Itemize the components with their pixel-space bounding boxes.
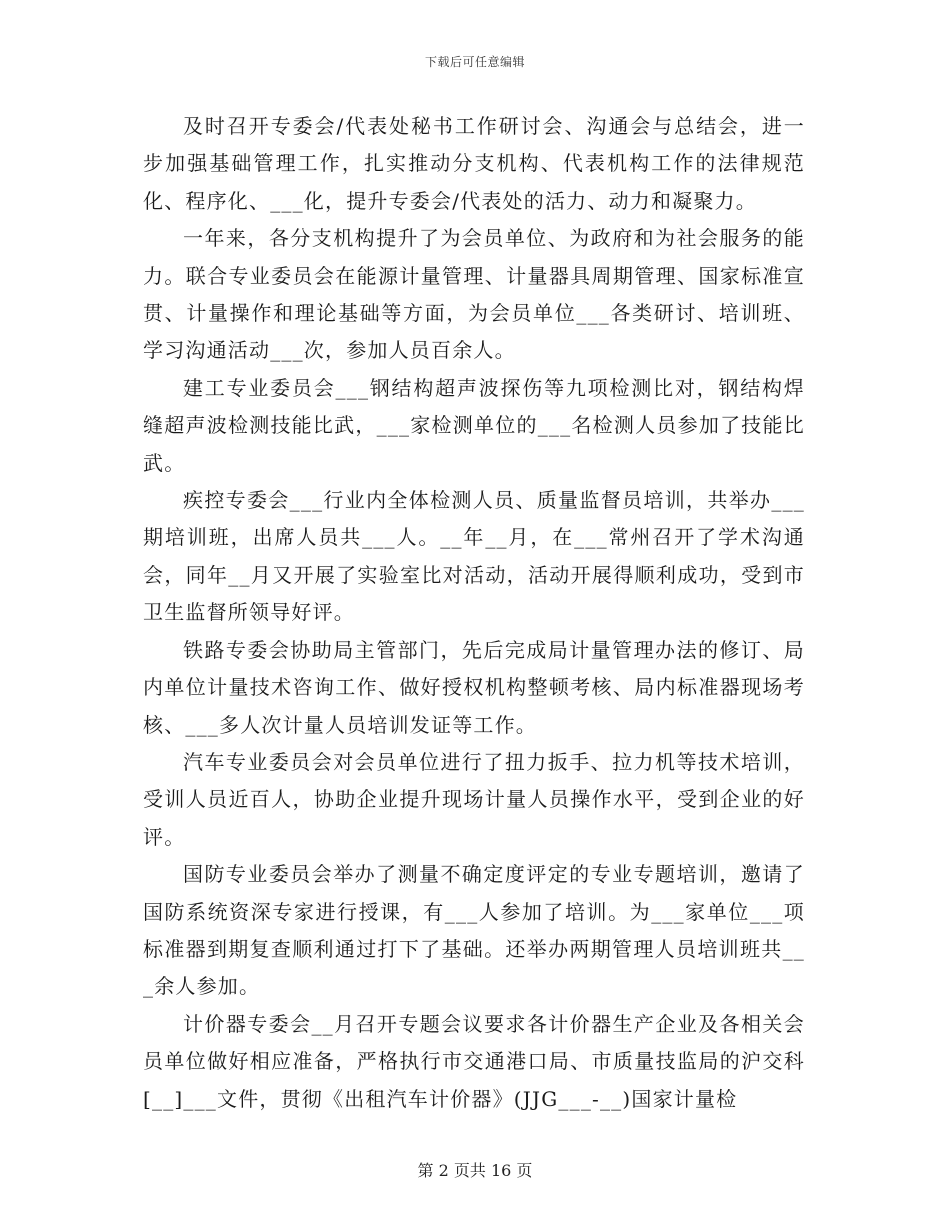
- paragraph-railway-committee: 铁路专委会协助局主管部门，先后完成局计量管理办法的修订、局内单位计量技术咨询工作、做好授权机构整顿考核、局内标准器现场考核、___多人次计量人员培训发证等工作。: [143, 637, 805, 737]
- document-body: [143, 108, 805, 1118]
- paragraph-annual-review: 一年来，各分支机构提升了为会员单位、为政府和为社会服务的能力。联合专业委员会在能源计量管理、计量器具周期管理、国家标准宣贯、计量操作和理论基础等方面，为会员单位___各类研讨、培训班、学习沟通活动___次，参加人员百余人。: [143, 226, 805, 363]
- paragraph-construction-committee: 建工专业委员会___钢结构超声波探伤等九项检测比对，钢结构焊缝超声波检测技能比武，___家检测单位的___名检测人员参加了技能比武。: [143, 375, 805, 475]
- page-number-footer: 第 2 页共 16 页: [417, 1161, 533, 1180]
- paragraph-seminars: 及时召开专委会/代表处秘书工作研讨会、沟通会与总结会，进一步加强基础管理工作，扎实推动分支机构、代表机构工作的法律规范化、程序化、___化，提升专委会/代表处的活力、动力和凝聚力。: [143, 114, 805, 213]
- page-header: 下载后可任意编辑: [424, 55, 525, 69]
- paragraph-cdc-committee: 疾控专委会___行业内全体检测人员、质量监督员培训，共举办___期培训班，出席人员共___人。__年__月，在___常州召开了学术沟通会，同年__月又开展了实验室比对活动，活动开展得顺利成功，受到市卫生监督所领导好评。: [143, 488, 805, 625]
- paragraph-automotive-committee: 汽车专业委员会对会员单位进行了扭力扳手、拉力机等技术培训，受训人员近百人，协助企业提升现场计量人员操作水平，受到企业的好评。: [143, 749, 805, 849]
- paragraph-defense-committee: 国防专业委员会举办了测量不确定度评定的专业专题培训，邀请了国防系统资深专家进行授课，有___人参加了培训。为___家单位___项标准器到期复查顺利通过打下了基础。还举办两期管理人员培训班共___余人参加。: [143, 862, 805, 999]
- paragraph-taximeter-committee: 计价器专委会__月召开专题会议要求各计价器生产企业及各相关会员单位做好相应准备，严格执行市交通港口局、市质量技监局的沪交科[__]___文件，贯彻《出租汽车计价器》(JJG___-__)国家计量检: [143, 1011, 805, 1111]
